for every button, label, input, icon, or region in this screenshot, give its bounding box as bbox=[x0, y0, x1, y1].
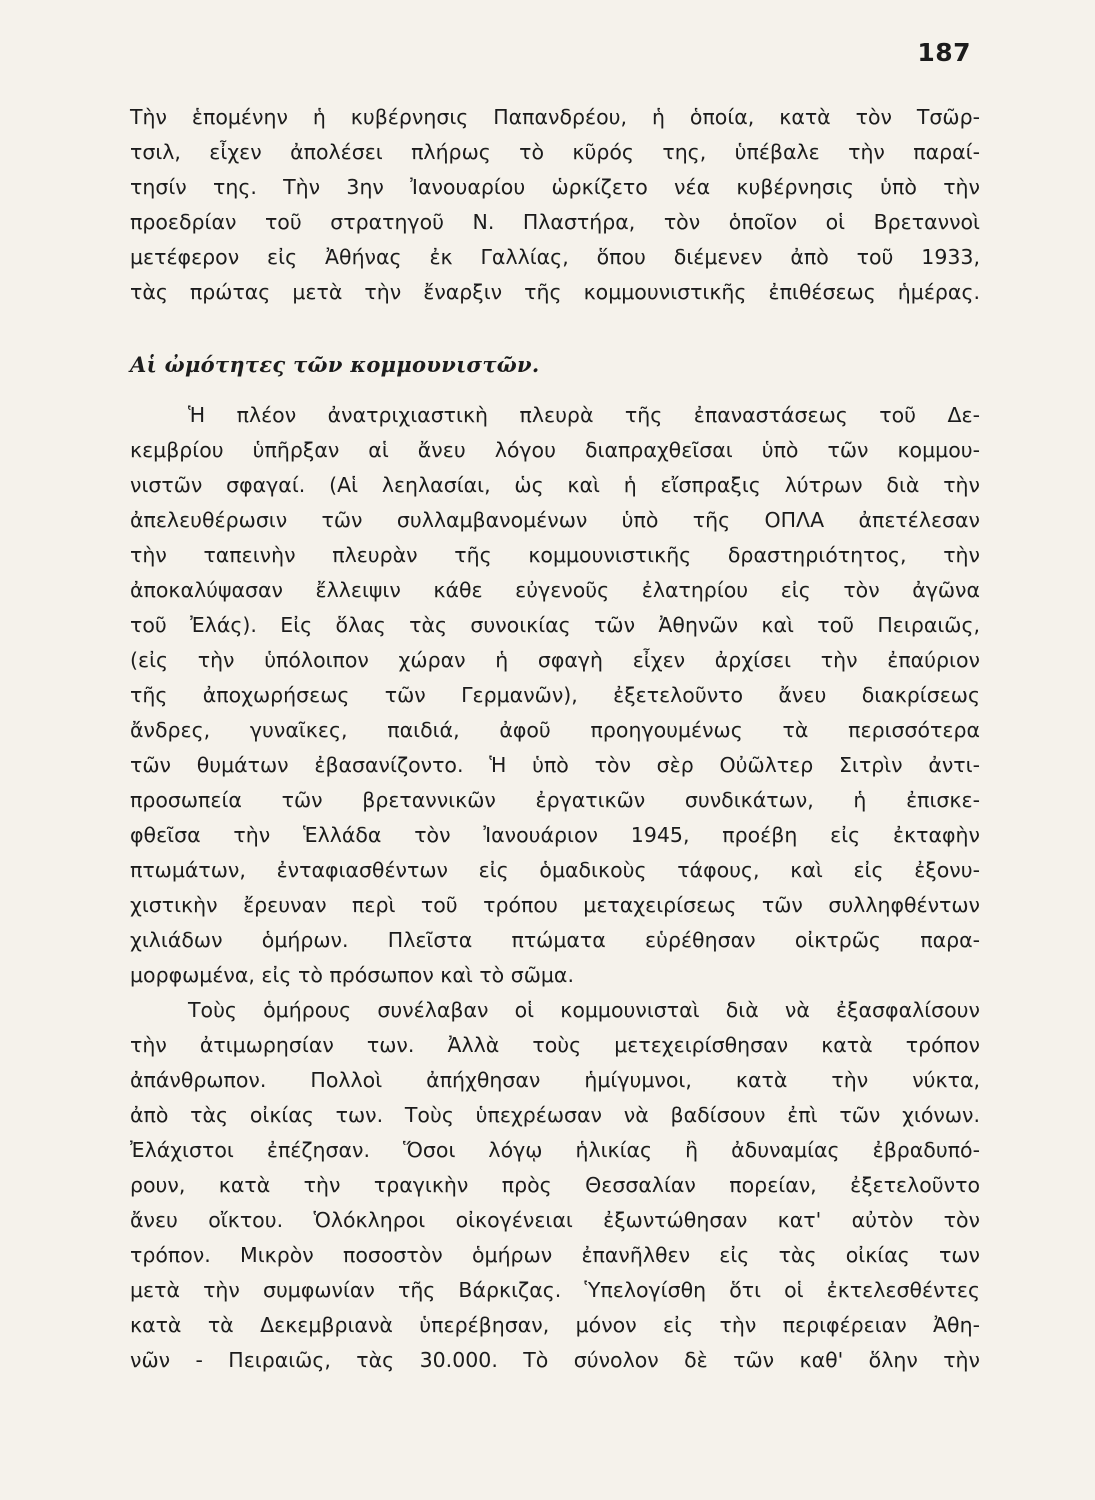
text-line: μετέφερον εἰς Ἀθήνας ἐκ Γαλλίας, ὅπου διέμενεν ἀπὸ τοῦ 1933, bbox=[130, 245, 980, 269]
text-line: προεδρίαν τοῦ στρατηγοῦ Ν. Πλαστήρα, τὸν ὁποῖον οἱ Βρεταννοὶ bbox=[130, 210, 980, 234]
text-line: μετὰ τὴν συμφωνίαν τῆς Βάρκιζας. Ὑπελογίσθη ὅτι οἱ ἐκτελεσθέντες bbox=[130, 1278, 980, 1302]
text-line: ἀπελευθέρωσιν τῶν συλλαμβανομένων ὑπὸ τῆς ΟΠΛΑ ἀπετέλεσαν bbox=[130, 508, 980, 532]
text-line: Τοὺς ὁμήρους συνέλαβαν οἱ κομμουνισταὶ διὰ νὰ ἐξασφαλίσουν bbox=[188, 998, 980, 1022]
text-line: ἀποκαλύψασαν ἔλλειψιν κάθε εὐγενοῦς ἐλατηρίου εἰς τὸν ἀγῶνα bbox=[130, 578, 980, 602]
paragraph-2 bbox=[130, 398, 980, 1378]
text-line: ἄνδρες, γυναῖκες, παιδιά, ἀφοῦ προηγουμένως τὰ περισσότερα bbox=[130, 718, 980, 742]
text-line: (εἰς τὴν ὑπόλοιπον χώραν ἡ σφαγὴ εἶχεν ἀρχίσει τὴν ἐπαύριον bbox=[130, 648, 980, 672]
text-line: κατὰ τὰ Δεκεμβριανὰ ὑπερέβησαν, μόνον εἰς τὴν περιφέρειαν Ἀθη- bbox=[130, 1313, 980, 1337]
text-line: νῶν - Πειραιῶς, τὰς 30.000. Τὸ σύνολον δὲ τῶν καθ' ὅλην τὴν bbox=[130, 1348, 980, 1372]
text-line: κεμβρίου ὑπῆρξαν αἱ ἄνευ λόγου διαπραχθεῖσαι ὑπὸ τῶν κομμου- bbox=[130, 438, 980, 462]
text-line: Ἡ πλέον ἀνατριχιαστικὴ πλευρὰ τῆς ἐπαναστάσεως τοῦ Δε- bbox=[188, 403, 980, 427]
text-line: προσωπεία τῶν βρεταννικῶν ἐργατικῶν συνδικάτων, ἡ ἐπισκε- bbox=[130, 788, 980, 812]
text-line: τῆς ἀποχωρήσεως τῶν Γερμανῶν), ἐξετελοῦντο ἄνευ διακρίσεως bbox=[130, 683, 980, 707]
text-line: Τὴν ἑπομένην ἡ κυβέρνησις Παπανδρέου, ἡ ὁποία, κατὰ τὸν Τσῶρ- bbox=[130, 105, 980, 129]
text-line: ἄνευ οἴκτου. Ὁλόκληροι οἰκογένειαι ἐξωντώθησαν κατ' αὐτὸν τὸν bbox=[130, 1208, 980, 1232]
text-line: τῶν θυμάτων ἐβασανίζοντο. Ἡ ὑπὸ τὸν σὲρ Οὐῶλτερ Σιτρὶν ἀντι- bbox=[130, 753, 980, 777]
page-number: 187 bbox=[917, 38, 971, 67]
text-line: χιλιάδων ὁμήρων. Πλεῖστα πτώματα εὑρέθησαν οἰκτρῶς παρα- bbox=[130, 928, 980, 952]
text-line: τοῦ Ἐλάς). Εἰς ὅλας τὰς συνοικίας τῶν Ἀθηνῶν καὶ τοῦ Πειραιῶς, bbox=[130, 613, 980, 637]
text-line: χιστικὴν ἔρευναν περὶ τοῦ τρόπου μεταχειρίσεως τῶν συλληφθέντων bbox=[130, 893, 980, 917]
text-line: τὴν ταπεινὴν πλευρὰν τῆς κομμουνιστικῆς δραστηριότητος, τὴν bbox=[130, 543, 980, 567]
text-line: ἀπὸ τὰς οἰκίας των. Τοὺς ὑπεχρέωσαν νὰ βαδίσουν ἐπὶ τῶν χιόνων. bbox=[130, 1103, 980, 1127]
section-heading: Αἱ ὠμότητες τῶν κομμουνιστῶν. bbox=[130, 352, 540, 377]
text-line: τησίν της. Τὴν 3ην Ἰανουαρίου ὡρκίζετο νέα κυβέρνησις ὑπὸ τὴν bbox=[130, 175, 980, 199]
text-line: τὴν ἀτιμωρησίαν των. Ἀλλὰ τοὺς μετεχειρίσθησαν κατὰ τρόπον bbox=[130, 1033, 980, 1057]
text-line: πτωμάτων, ἐνταφιασθέντων εἰς ὁμαδικοὺς τάφους, καὶ εἰς ἐξονυ- bbox=[130, 858, 980, 882]
text-line: μορφωμένα, εἰς τὸ πρόσωπον καὶ τὸ σῶμα. bbox=[130, 963, 574, 987]
text-line: ρουν, κατὰ τὴν τραγικὴν πρὸς Θεσσαλίαν πορείαν, ἐξετελοῦντο bbox=[130, 1173, 980, 1197]
text-line: Ἐλάχιστοι ἐπέζησαν. Ὅσοι λόγῳ ἡλικίας ἢ ἀδυναμίας ἐβραδυπό- bbox=[130, 1138, 980, 1162]
text-line: νιστῶν σφαγαί. (Αἱ λεηλασίαι, ὡς καὶ ἡ εἴσπραξις λύτρων διὰ τὴν bbox=[130, 473, 980, 497]
text-line: φθεῖσα τὴν Ἑλλάδα τὸν Ἰανουάριον 1945, προέβη εἰς ἐκταφὴν bbox=[130, 823, 980, 847]
text-line: τρόπον. Μικρὸν ποσοστὸν ὁμήρων ἐπανῆλθεν εἰς τὰς οἰκίας των bbox=[130, 1243, 980, 1267]
text-line: ἀπάνθρωπον. Πολλοὶ ἀπήχθησαν ἡμίγυμνοι, κατὰ τὴν νύκτα, bbox=[130, 1068, 980, 1092]
text-line: τσιλ, εἶχεν ἀπολέσει πλήρως τὸ κῦρός της, ὑπέβαλε τὴν παραί- bbox=[130, 140, 980, 164]
paragraph-1 bbox=[130, 100, 980, 310]
text-line: τὰς πρώτας μετὰ τὴν ἔναρξιν τῆς κομμουνιστικῆς ἐπιθέσεως ἡμέρας. bbox=[130, 280, 980, 304]
